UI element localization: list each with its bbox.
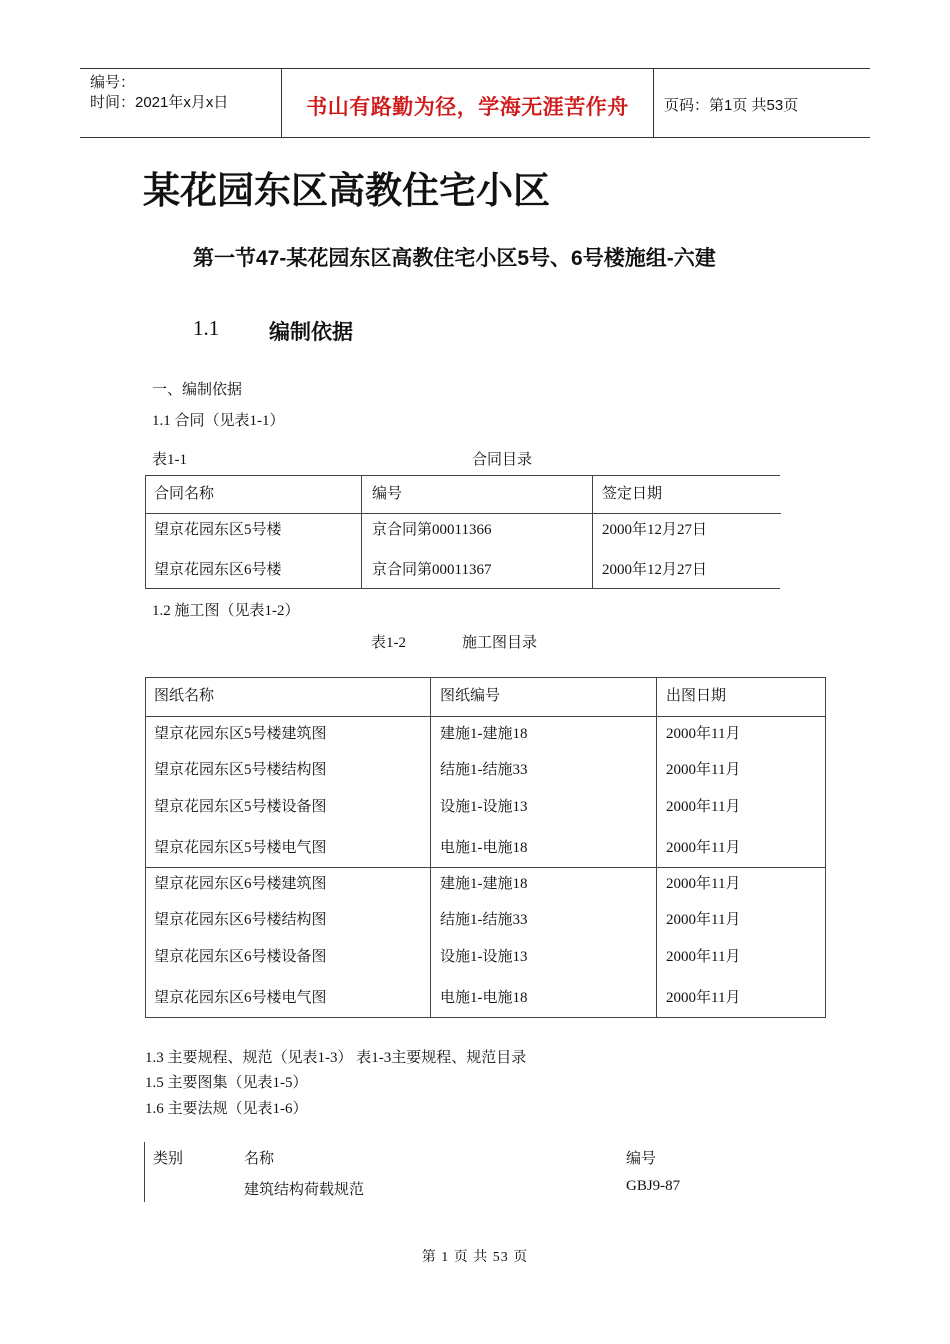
table2-caption-id: 表1-2 [371,635,406,651]
table-cell: 望京花园东区5号楼设备图 [154,799,327,815]
table-cell: 2000年11月 [666,762,741,778]
table-cell: 望京花园东区6号楼 [154,562,282,578]
table-cell: 2000年11月 [666,799,741,815]
table-header-cell: 编号 [372,486,403,502]
page-footer: 第 1 页 共 53 页 [421,1250,529,1265]
header-number-label: 编号： [90,74,136,91]
header-time-label: 时间：2021年x月x日 [90,94,229,111]
table-cell: 建施1-建施18 [440,876,528,892]
table1-caption-id: 表1-1 [152,452,187,468]
contract-table [145,475,780,589]
table-header-cell: 图纸名称 [154,688,215,704]
paragraph-basis: 一、编制依据 [152,382,243,398]
table-cell: 2000年11月 [666,990,741,1006]
table-header-cell: 编号 [626,1151,657,1167]
table-header-cell: 类别 [153,1151,184,1167]
subsection-title: 编制依据 [269,320,353,344]
paragraph-regulations: 1.3 主要规程、规范（见表1-3） 表1-3主要规程、规范目录 [145,1050,527,1066]
table-cell: 望京花园东区6号楼建筑图 [154,876,327,892]
table-header-cell: 名称 [244,1151,275,1167]
table-cell: 2000年11月 [666,840,741,856]
regulations-table-border [144,1142,145,1202]
table-cell: 电施1-电施18 [440,990,528,1006]
table-cell: 2000年11月 [666,726,741,742]
paragraph-atlas: 1.5 主要图集（见表1-5） [145,1075,308,1091]
table-cell: 建施1-建施18 [440,726,528,742]
header-page-info: 页码：第1页 共53页 [664,97,799,114]
table-cell: GBJ9-87 [626,1178,681,1194]
table-cell: 2000年11月 [666,912,741,928]
table-cell: 2000年12月27日 [602,522,708,538]
table-cell: 电施1-电施18 [440,840,528,856]
header-motto: 书山有路勤为径，学海无涯苦作舟 [306,95,629,119]
table-cell: 望京花园东区5号楼结构图 [154,762,327,778]
table-cell: 2000年11月 [666,949,741,965]
table-cell: 2000年11月 [666,876,741,892]
document-title: 某花园东区高教住宅小区 [143,171,550,212]
subsection-number: 1.1 [193,316,220,340]
table-cell: 望京花园东区6号楼设备图 [154,949,327,965]
table-cell: 望京花园东区6号楼结构图 [154,912,327,928]
table-cell: 望京花园东区6号楼电气图 [154,990,327,1006]
table-header-cell: 图纸编号 [440,688,501,704]
table2-caption-title: 施工图目录 [462,635,538,651]
table-cell: 设施1-设施13 [440,949,528,965]
page-header [80,68,870,138]
drawings-table [145,677,826,1018]
table1-caption-title: 合同目录 [472,452,533,468]
table-header-cell: 合同名称 [154,486,215,502]
table-cell: 望京花园东区5号楼 [154,522,282,538]
table-cell: 结施1-结施33 [440,762,528,778]
table-cell: 京合同第00011367 [372,562,492,578]
table-cell: 建筑结构荷载规范 [244,1182,365,1198]
table-cell: 结施1-结施33 [440,912,528,928]
table-header-cell: 出图日期 [666,688,727,704]
header-meta-cell [80,69,282,137]
table-cell: 设施1-设施13 [440,799,528,815]
paragraph-drawings: 1.2 施工图（见表1-2） [152,603,300,619]
paragraph-laws: 1.6 主要法规（见表1-6） [145,1101,308,1117]
table-cell: 望京花园东区5号楼建筑图 [154,726,327,742]
header-motto-cell [282,69,654,137]
section-title: 第一节47-某花园东区高教住宅小区5号、6号楼施组-六建 [193,247,716,270]
table-header-cell: 签定日期 [602,486,663,502]
header-page-cell [654,69,870,137]
paragraph-contract: 1.1 合同（见表1-1） [152,413,285,429]
table-cell: 2000年12月27日 [602,562,708,578]
table-cell: 望京花园东区5号楼电气图 [154,840,327,856]
table-cell: 京合同第00011366 [372,522,492,538]
